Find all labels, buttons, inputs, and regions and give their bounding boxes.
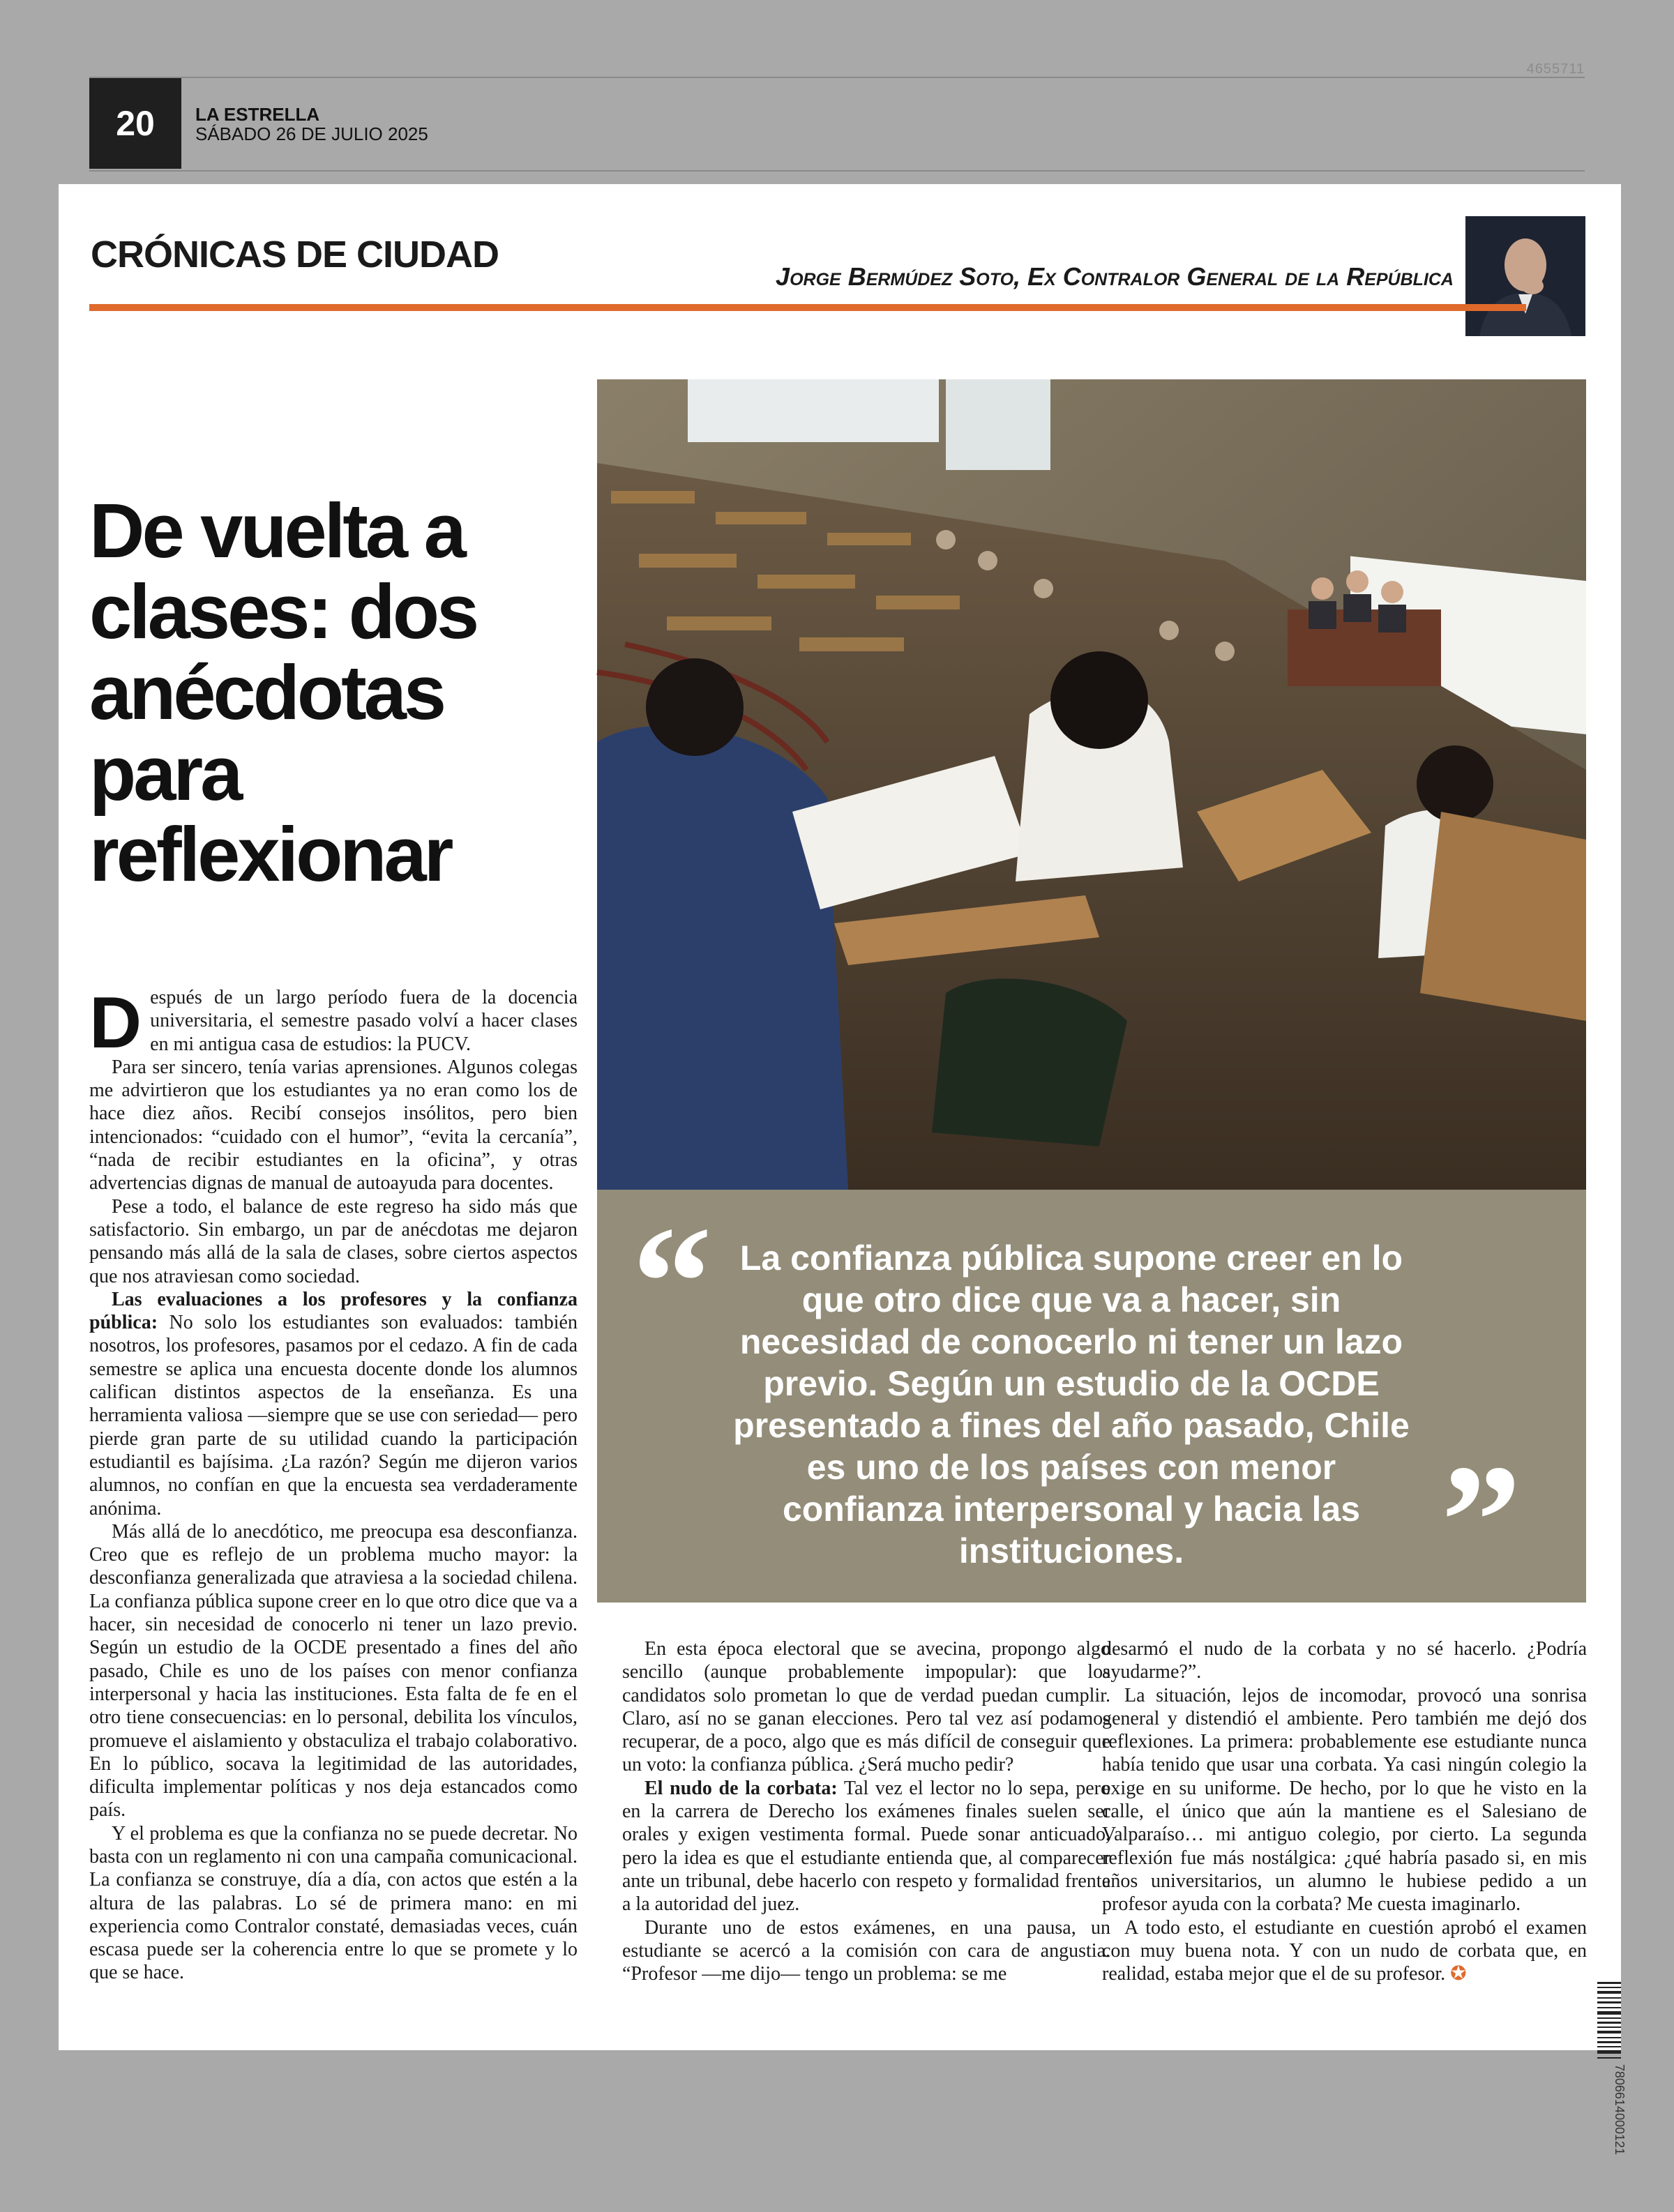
column-1 [89, 983, 578, 1985]
publication-name: LA ESTRELLA [195, 104, 320, 125]
paragraph: La situación, lejos de incomodar, provocó una sonrisa general y distendió el ambiente. Pero también me dejó dos reflexiones. La primera: probablemente ese estudiante nunca había tenido que usar una corbata. Ya casi ningún colegio la exige en su uniforme. De hecho, por lo que he visto en la calle, el único que aún la mantiene es el Salesiano de Valparaíso… mi antiguo colegio, por cierto. La segunda reflexión fue más nostálgica: ¿qué habría pasado si, en mis años universitarios, un alumno le hubiese pedido a un profesor ayuda con la corbata? Me cuesta imaginarlo. [1102, 1684, 1587, 1916]
page-number: 20 [89, 78, 181, 169]
headline: De vuelta a clases: dos anécdotas para reflexionar [89, 488, 477, 897]
byline: Jorge Bermúdez Soto, Ex Contralor General de la República [776, 262, 1454, 291]
paragraph: Pese a todo, el balance de este regreso ha sido más que satisfactorio. Sin embargo, un par de anécdotas me dejaron pensando más allá de la sala de clases, sobre ciertos aspectos que nos atraviesan como sociedad. [89, 1195, 578, 1287]
author-avatar [1465, 216, 1585, 336]
article-page [59, 184, 1627, 2156]
paragraph: En esta época electoral que se avecina, propongo algo sencillo (aunque probablemente impopular): que los candidatos solo prometan lo que de verdad puedan cumplir. Claro, así no se ganan elecciones. Pero tal vez así podamos recuperar, de a poco, algo que es más difícil de conseguir que un voto: la confianza pública. ¿Será mucho pedir? [622, 1638, 1110, 1776]
subhead: Las evaluaciones a los profesores y la confianza pública: [89, 1288, 578, 1334]
drop-cap: D [89, 983, 142, 1063]
header-rule-bottom [89, 170, 1585, 172]
paragraph: Para ser sincero, tenía varias aprensiones. Algunos colegas me advirtieron que los estudiantes ya no eran como los de hace diez años. Recibí consejos insólitos, pero bien intencionados: “cuidado con el humor”, “evita la cercanía”, “nada de recibir estudiantes en la oficina”, y otras advertencias dignas de manual de autoayuda para docentes. [89, 1056, 578, 1195]
paragraph: desarmó el nudo de la corbata y no sé hacerlo. ¿Podría ayudarme?”. [1102, 1638, 1587, 1683]
paragraph: Las evaluaciones a los profesores y la confianza pública: No solo los estudiantes son evaluados: también nosotros, los profesores, pasamos por el cedazo. A fin de cada semestre se aplica una encuesta docente donde los alumnos califican distintos aspectos de la enseñanza. Es una herramienta valiosa —siempre que se use con seriedad— pero pierde gran parte de su utilidad cuando la participación estudiantil es bajísima. ¿La razón? Según me dijeron varios alumnos, no confían en que la encuesta sea verdaderamente anónima. [89, 1288, 578, 1520]
paragraph: Después de un largo período fuera de la docencia universitaria, el semestre pasado volví a hacer clases en mi antigua casa de estudios: la PUCV. [89, 983, 578, 1063]
close-quote-icon: ” [1441, 1432, 1521, 1609]
page-code: 4655711 [1526, 61, 1585, 77]
paragraph: A todo esto, el estudiante en cuestión aprobó el examen con muy buena nota. Y con un nudo de corbata que, en realidad, estaba mejor que el de su profesor. ✪ [1102, 1916, 1587, 1985]
classroom-photo [597, 379, 1586, 1190]
subhead: El nudo de la corbata: [644, 1777, 838, 1799]
paragraph: Más allá de lo anecdótico, me preocupa esa desconfianza. Creo que es reflejo de un problema mucho mayor: la desconfianza generalizada que atraviesa a la sociedad chilena. La confianza pública supone creer en lo que otro dice que va a hacer, sin necesidad de conocerlo ni tener un lazo previo. Según un estudio de la OCDE presentado a fines del año pasado, Chile es uno de los países con menor confianza interpersonal y hacia las instituciones. Esta falta de fe en el otro tiene consecuencias: en lo personal, debilita los vínculos, promueve el aislamiento y obstaculiza el trabajo colaborativo. En lo público, socava la legitimidad de las autoridades, dificulta implementar políticas y nos deja estancados como país. [89, 1520, 578, 1821]
pull-quote-text: La confianza pública supone creer en lo que otro dice que va a hacer, sin necesidad de conocerlo ni tener un lazo previo. Según un estudio de la OCDE presentado a fines del año pasado, Chile es uno de los países con menor confianza interpersonal y hacia las instituciones. [733, 1238, 1410, 1570]
header-rule-top [89, 77, 1585, 78]
open-quote-icon: “ [632, 1193, 712, 1371]
column-3 [1102, 1637, 1587, 1985]
paragraph: El nudo de la corbata: Tal vez el lector no lo sepa, pero en la carrera de Derecho los exámenes finales suelen ser orales y exigen vestimenta formal. Puede sonar anticuado, pero la idea es que el estudiante entienda que, al comparecer ante un tribunal, debe hacerlo con respeto y formalidad frente a la autoridad del juez. [622, 1777, 1111, 1916]
end-mark-icon: ✪ [1450, 1963, 1467, 1985]
paragraph: Y el problema es que la confianza no se puede decretar. No basta con un reglamento ni con una campaña comunicacional. La confianza se construye, día a día, con actos que estén a la altura de las palabras. Lo sé de primera mano: en mi experiencia como Contralor constaté, demasiadas veces, cuán escasa puede ser la coherencia entre lo que se promete y lo que se hace. [89, 1822, 578, 1984]
publication-date: SÁBADO 26 DE JULIO 2025 [195, 123, 428, 144]
section-title: CRÓNICAS DE CIUDAD [91, 234, 499, 275]
section-rule [89, 304, 1526, 311]
barcode [1597, 1982, 1627, 2212]
barcode-number: 7806614000121 [1613, 2064, 1627, 2156]
paragraph: Durante uno de estos exámenes, en una pausa, un estudiante se acercó a la comisión con cara de angustia. “Profesor —me dijo— tengo un problema: se me [622, 1916, 1110, 1985]
column-2 [622, 1637, 1110, 1985]
pull-quote-box [597, 1190, 1586, 1609]
publication-block [195, 105, 428, 144]
